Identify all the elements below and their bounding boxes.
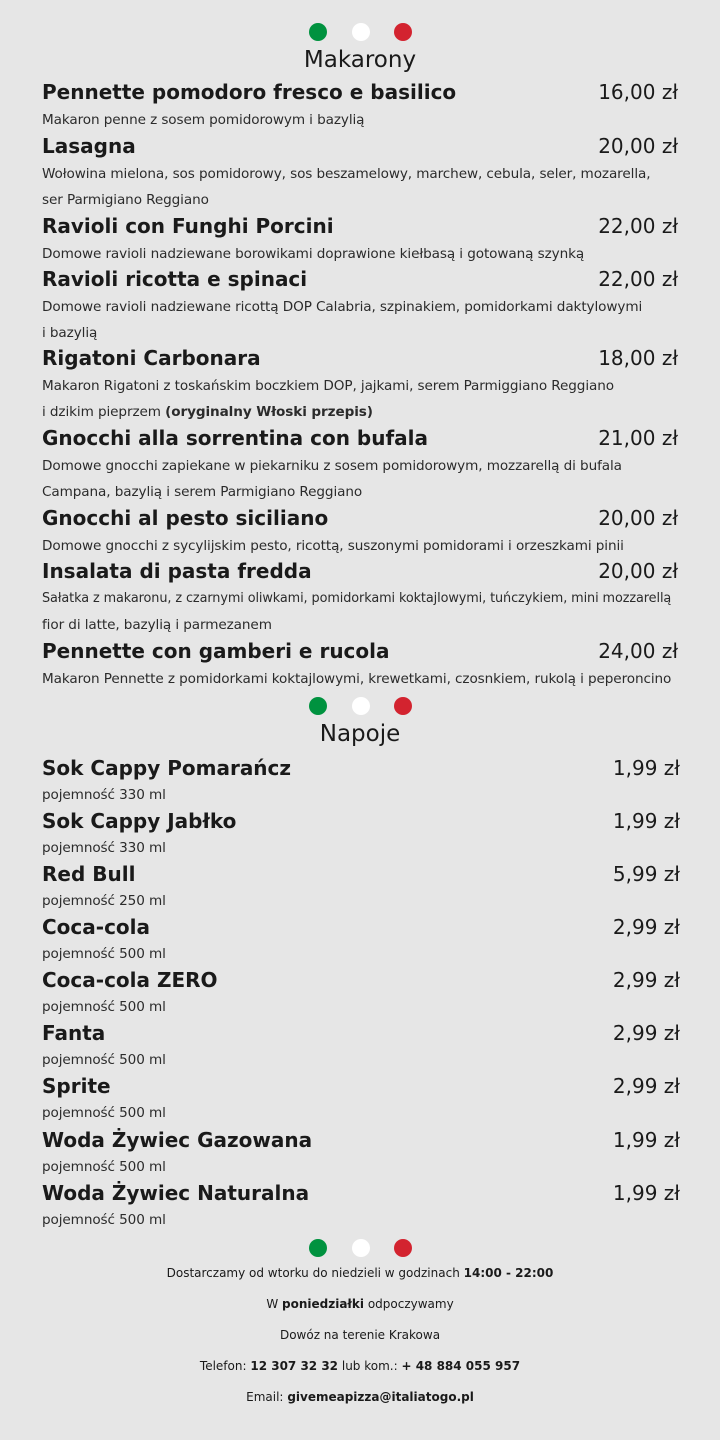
item-description: Makaron penne z sosem pomidorowym i bazylią xyxy=(42,112,365,128)
item-price: 20,00 zł xyxy=(598,506,678,530)
phone-number[interactable]: 12 307 32 32 xyxy=(250,1359,339,1373)
item-name: Insalata di pasta fredda xyxy=(42,559,312,583)
item-description-line2: fior di latte, bazylią i parmezanem xyxy=(42,617,272,633)
item-description: Sałatka z makaronu, z czarnymi oliwkami, pomidorkami koktajlowymi, tuńczykiem, mini mozzarellą xyxy=(42,591,672,606)
menu-item-gnocchi-sorrentina xyxy=(42,423,682,505)
item-price: 16,00 zł xyxy=(598,80,678,104)
menu-item-rigatoni-carbonara xyxy=(42,343,682,425)
item-volume: pojemność 500 ml xyxy=(42,1212,166,1228)
item-price: 2,99 zł xyxy=(612,1021,680,1045)
item-name: Rigatoni Carbonara xyxy=(42,346,261,370)
item-volume: pojemność 500 ml xyxy=(42,946,166,962)
item-price: 1,99 zł xyxy=(612,809,680,833)
delivery-hours: 14:00 - 22:00 xyxy=(463,1266,554,1280)
item-name: Red Bull xyxy=(42,862,136,886)
mobile-number[interactable]: + 48 884 055 957 xyxy=(401,1359,521,1373)
item-price: 1,99 zł xyxy=(612,756,680,780)
delivery-text: Dostarczamy od wtorku do niedzieli w godzinach xyxy=(166,1266,460,1280)
green-dot-icon xyxy=(309,1239,327,1257)
item-price: 18,00 zł xyxy=(598,346,678,370)
item-name: Pennette con gamberi e rucola xyxy=(42,639,390,663)
closed-prefix: W xyxy=(266,1297,279,1311)
drinks-section-title: Napoje xyxy=(319,721,401,747)
item-description: Wołowina mielona, sos pomidorowy, sos beszamelowy, marchew, cebula, seler, mozarella, xyxy=(42,166,651,182)
item-name: Fanta xyxy=(42,1021,106,1045)
red-dot-icon xyxy=(394,697,412,715)
closed-day: poniedziałki xyxy=(282,1297,364,1311)
menu-item-pennette-pomodoro xyxy=(42,77,682,133)
menu-item-gnocchi-pesto xyxy=(42,503,682,559)
item-price: 5,99 zł xyxy=(612,862,680,886)
item-description-line2: Campana, bazylią i serem Parmigiano Reggiano xyxy=(42,484,363,500)
item-description: Domowe ravioli nadziewane borowikami doprawione kiełbasą i gotowaną szynką xyxy=(42,246,585,262)
pasta-section-title: Makarony xyxy=(303,47,417,73)
italian-flag-dots xyxy=(0,1239,720,1259)
item-description-text: i dzikim pieprzem xyxy=(42,404,161,420)
item-name: Ravioli con Funghi Porcini xyxy=(42,214,334,238)
item-description-note: (oryginalny Włoski przepis) xyxy=(165,404,373,420)
red-dot-icon xyxy=(394,1239,412,1257)
menu-item-ravioli-ricotta xyxy=(42,264,682,346)
delivery-area: Dowóz na terenie Krakowa xyxy=(279,1328,441,1342)
item-price: 24,00 zł xyxy=(598,639,678,663)
item-volume: pojemność 500 ml xyxy=(42,1052,166,1068)
closed-day-line xyxy=(0,1289,720,1320)
green-dot-icon xyxy=(309,697,327,715)
closed-suffix: odpoczywamy xyxy=(367,1297,454,1311)
item-volume: pojemność 330 ml xyxy=(42,787,166,803)
menu-item-drink xyxy=(42,1071,682,1125)
menu-item-lasagna xyxy=(42,131,682,213)
item-description: Domowe gnocchi z sycylijskim pesto, ricottą, suszonymi pomidorami i orzeszkami pinii xyxy=(42,538,624,554)
item-description: Makaron Pennette z pomidorkami koktajlowymi, krewetkami, czosnkiem, rukolą i peperoncino xyxy=(42,671,672,687)
menu-item-drink xyxy=(42,1018,682,1072)
menu-item-drink xyxy=(42,965,682,1019)
item-description-line2 xyxy=(42,399,682,425)
phone-line xyxy=(0,1351,720,1382)
item-description: Domowe ravioli nadziewane ricottą DOP Calabria, szpinakiem, pomidorkami daktylowymi xyxy=(42,299,643,315)
item-name: Woda Żywiec Gazowana xyxy=(42,1128,313,1152)
item-price: 21,00 zł xyxy=(598,426,678,450)
email-line xyxy=(0,1382,720,1413)
item-price: 22,00 zł xyxy=(598,214,678,238)
item-description: Domowe gnocchi zapiekane w piekarniku z sosem pomidorowym, mozzarellą di bufala xyxy=(42,458,622,474)
item-price: 2,99 zł xyxy=(612,1074,680,1098)
item-name: Woda Żywiec Naturalna xyxy=(42,1181,310,1205)
green-dot-icon xyxy=(309,23,327,41)
item-price: 1,99 zł xyxy=(612,1128,680,1152)
item-name: Coca-cola xyxy=(42,915,151,939)
white-dot-icon xyxy=(352,23,370,41)
white-dot-icon xyxy=(352,697,370,715)
item-price: 2,99 zł xyxy=(612,968,680,992)
item-description: Makaron Rigatoni z toskańskim boczkiem DOP, jajkami, serem Parmiggiano Reggiano xyxy=(42,378,614,394)
item-name: Lasagna xyxy=(42,134,136,158)
menu-item-drink xyxy=(42,912,682,966)
menu-item-drink xyxy=(42,1178,682,1232)
item-price: 1,99 zł xyxy=(612,1181,680,1205)
email-address[interactable]: givemeapizza@italiatogo.pl xyxy=(287,1390,474,1404)
menu-item-drink xyxy=(42,1125,682,1179)
item-name: Gnocchi alla sorrentina con bufala xyxy=(42,426,429,450)
item-description-line2: i bazylią xyxy=(42,325,98,341)
item-name: Sok Cappy Pomarańcz xyxy=(42,756,292,780)
item-name: Sok Cappy Jabłko xyxy=(42,809,237,833)
email-label: Email: xyxy=(246,1390,284,1404)
item-name: Gnocchi al pesto siciliano xyxy=(42,506,329,530)
phone-label: Telefon: xyxy=(199,1359,247,1373)
menu-item-ravioli-porcini xyxy=(42,211,682,267)
item-name: Sprite xyxy=(42,1074,111,1098)
item-price: 22,00 zł xyxy=(598,267,678,291)
red-dot-icon xyxy=(394,23,412,41)
menu-item-drink xyxy=(42,859,682,913)
item-volume: pojemność 500 ml xyxy=(42,1105,166,1121)
item-volume: pojemność 500 ml xyxy=(42,999,166,1015)
item-name: Coca-cola ZERO xyxy=(42,968,218,992)
white-dot-icon xyxy=(352,1239,370,1257)
italian-flag-dots xyxy=(0,697,720,717)
item-description-line2: ser Parmigiano Reggiano xyxy=(42,192,209,208)
menu-item-insalata-pasta xyxy=(42,556,682,638)
menu-item-drink xyxy=(42,753,682,807)
mobile-label: lub kom.: xyxy=(341,1359,398,1373)
item-price: 20,00 zł xyxy=(598,134,678,158)
item-volume: pojemność 500 ml xyxy=(42,1159,166,1175)
delivery-info xyxy=(0,1258,720,1413)
item-name: Ravioli ricotta e spinaci xyxy=(42,267,308,291)
italian-flag-dots xyxy=(0,23,720,43)
item-price: 20,00 zł xyxy=(598,559,678,583)
item-volume: pojemność 250 ml xyxy=(42,893,166,909)
menu-item-pennette-gamberi xyxy=(42,636,682,692)
delivery-hours-line xyxy=(0,1258,720,1289)
item-name: Pennette pomodoro fresco e basilico xyxy=(42,80,457,104)
menu-item-drink xyxy=(42,806,682,860)
item-price: 2,99 zł xyxy=(612,915,680,939)
item-volume: pojemność 330 ml xyxy=(42,840,166,856)
